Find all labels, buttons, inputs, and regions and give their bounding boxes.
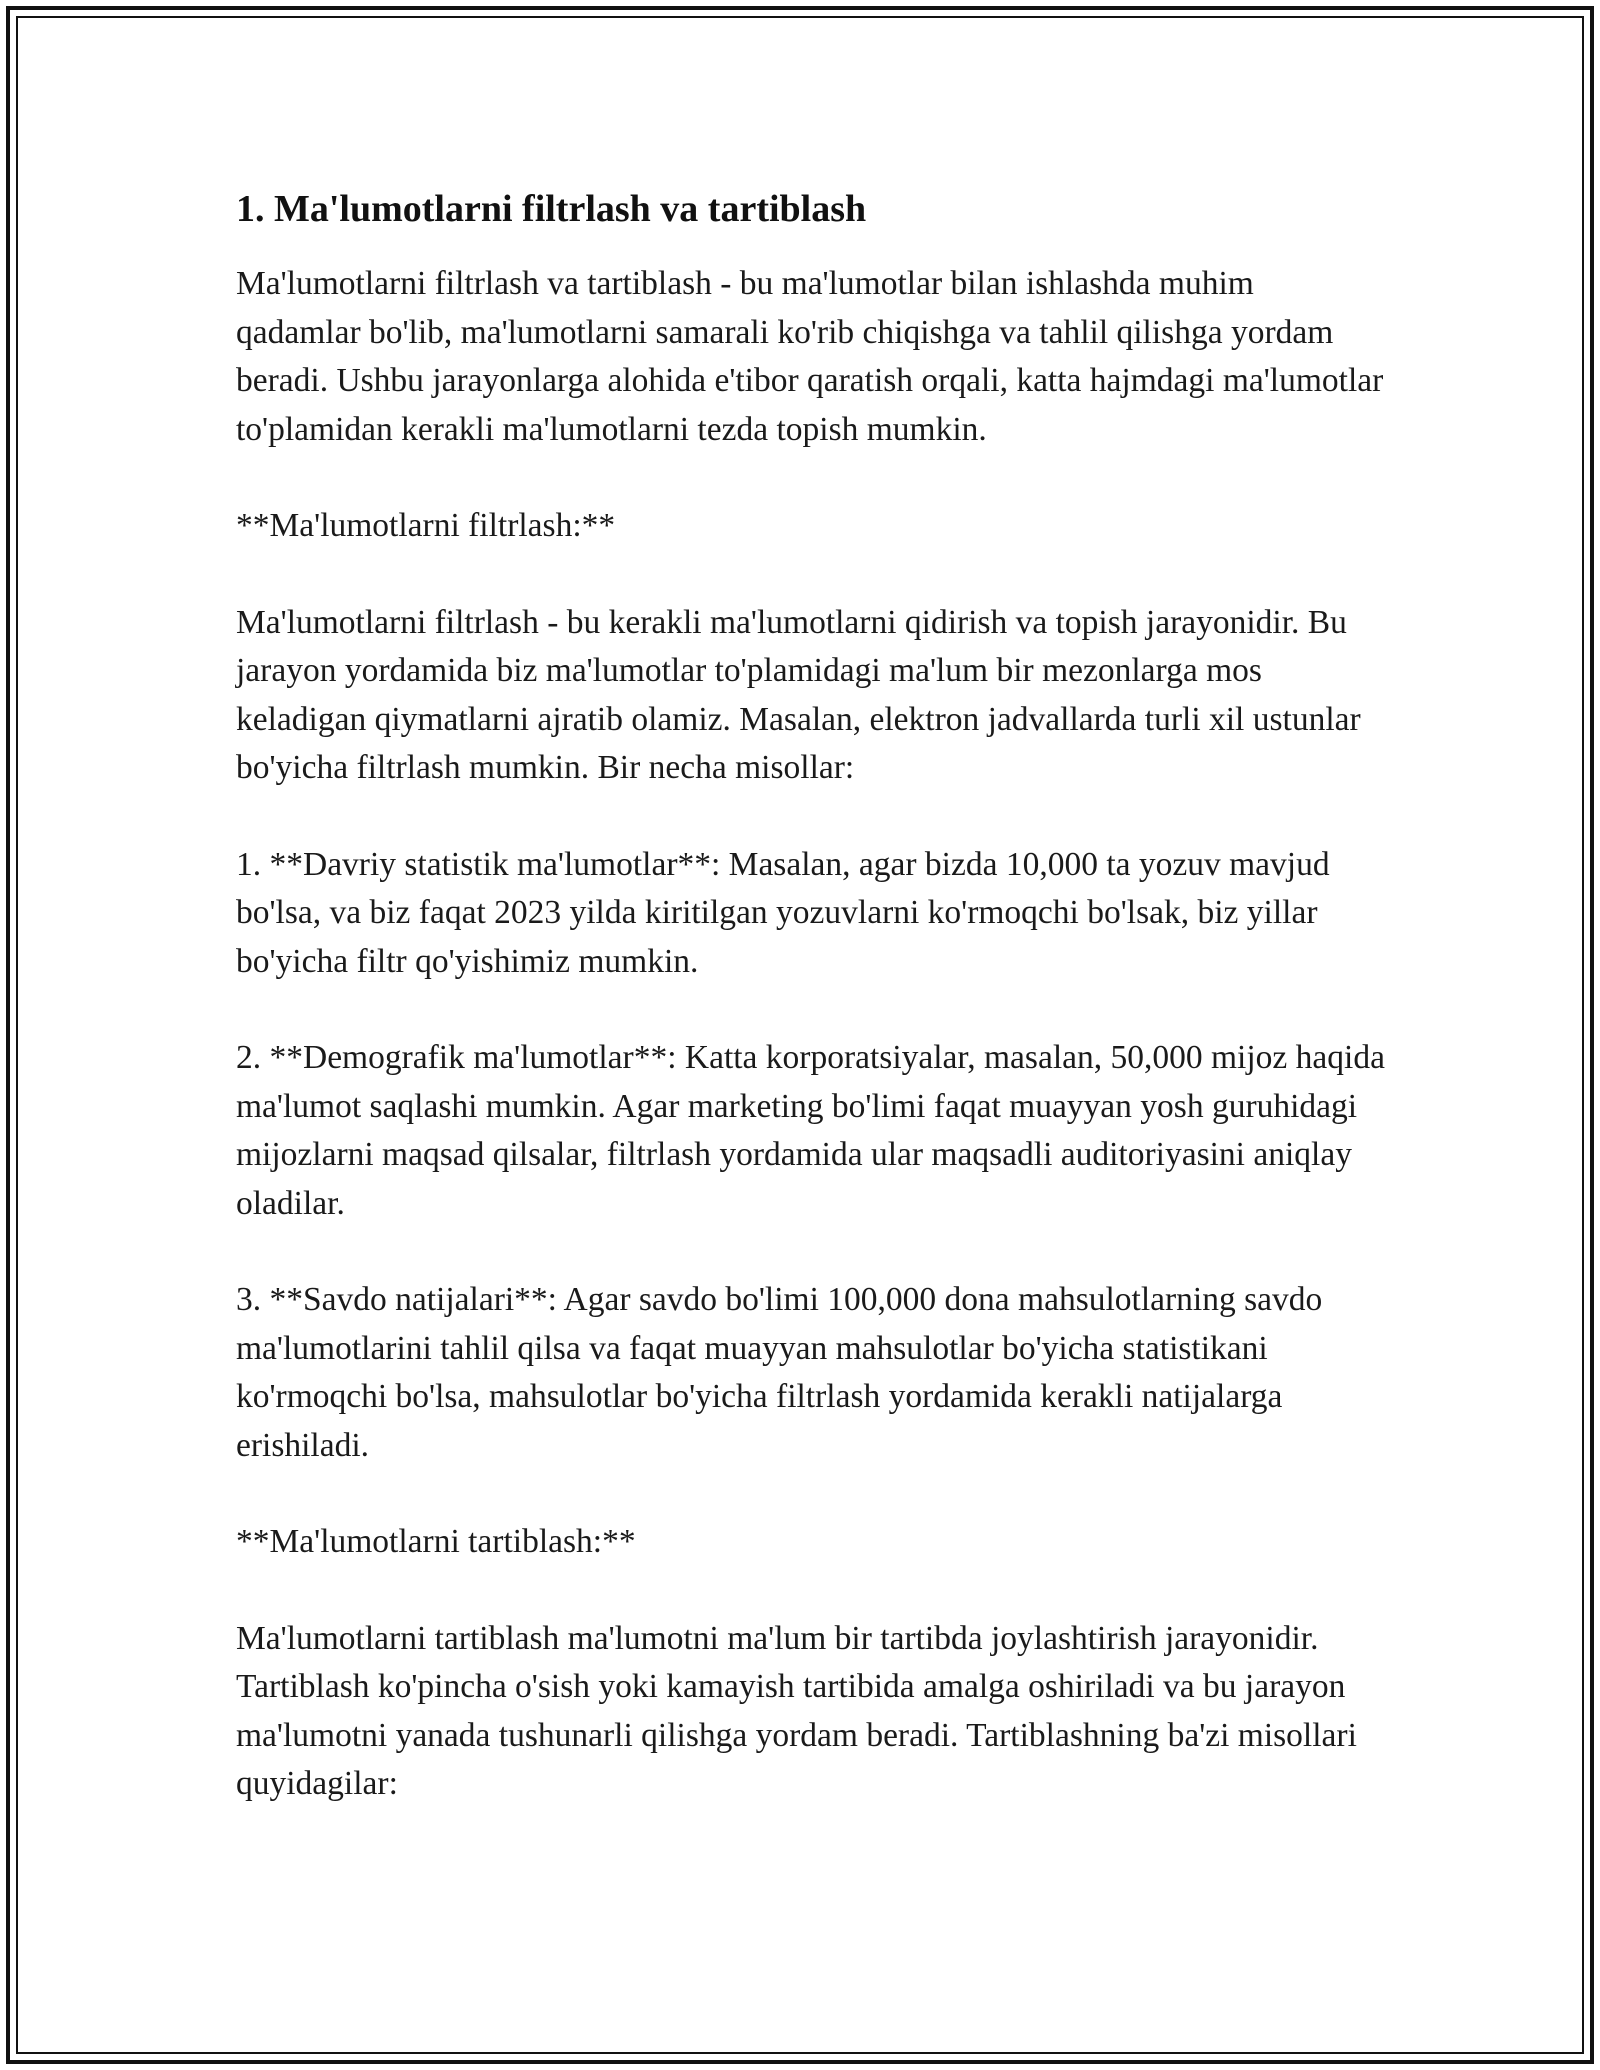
sorting-paragraph: Ma'lumotlarni tartiblash ma'lumotni ma'lum bir tartibda joylashtirish jarayonidir. Tartiblash ko'pincha o'sish yoki kamayish tartibida amalga oshiriladi va bu jarayon ma'lumotni yanada tushunarli qilishga yordam beradi. Tartiblashning ba'zi misollari quyidagilar: (236, 1619, 1357, 1803)
example-periodic-statistics: 1. **Davriy statistik ma'lumotlar**: Masalan, agar bizda 10,000 ta yozuv mavjud bo'lsa, va biz faqat 2023 yilda kiritilgan yozuvlarni ko'rmoqchi bo'lsak, biz yillar bo'yicha filtr qo'yishimiz mumkin. (236, 845, 1330, 980)
section-heading: 1. Ma'lumotlarni filtrlash va tartiblash (236, 188, 867, 230)
sorting-subheading: **Ma'lumotlarni tartiblash:** (236, 1523, 636, 1561)
document-body (236, 185, 1386, 1857)
example-sales-results: 3. **Savdo natijalari**: Agar savdo bo'limi 100,000 dona mahsulotlarning savdo ma'lumotlarini tahlil qilsa va faqat muayyan mahsulotlar bo'yicha statistikani ko'rmoqchi bo'lsa, mahsulotlar bo'yicha filtrlash yordamida kerakli natijalarga erishiladi. (236, 1281, 1323, 1464)
filtering-subheading: **Ma'lumotlarni filtrlash:** (236, 507, 616, 545)
intro-paragraph: Ma'lumotlarni filtrlash va tartiblash - bu ma'lumotlar bilan ishlashda muhim qadamlar bo'lib, ma'lumotlarni samarali ko'rib chiqishga va tahlil qilishga yordam beradi. Ushbu jarayonlarga alohida e'tibor qaratish orqali, katta hajmdagi ma'lumotlar to'plamidan kerakli ma'lumotlarni tezda topish mumkin. (236, 265, 1384, 448)
example-demographic-data: 2. **Demografik ma'lumotlar**: Katta korporatsiyalar, masalan, 50,000 mijoz haqida ma'lumot saqlashi mumkin. Agar marketing bo'limi faqat muayyan yosh guruhidagi mijozlarni maqsad qilsalar, filtrlash yordamida ular maqsadli auditoriyasini aniqlay oladilar. (236, 1039, 1385, 1222)
filtering-paragraph: Ma'lumotlarni filtrlash - bu kerakli ma'lumotlarni qidirish va topish jarayonidir. Bu jarayon yordamida biz ma'lumotlar to'plamidagi ma'lum bir mezonlarga mos keladigan qiymatlarni ajratib olamiz. Masalan, elektron jadvallarda turli xil ustunlar bo'yicha filtrlash mumkin. Bir necha misollar: (236, 603, 1361, 787)
